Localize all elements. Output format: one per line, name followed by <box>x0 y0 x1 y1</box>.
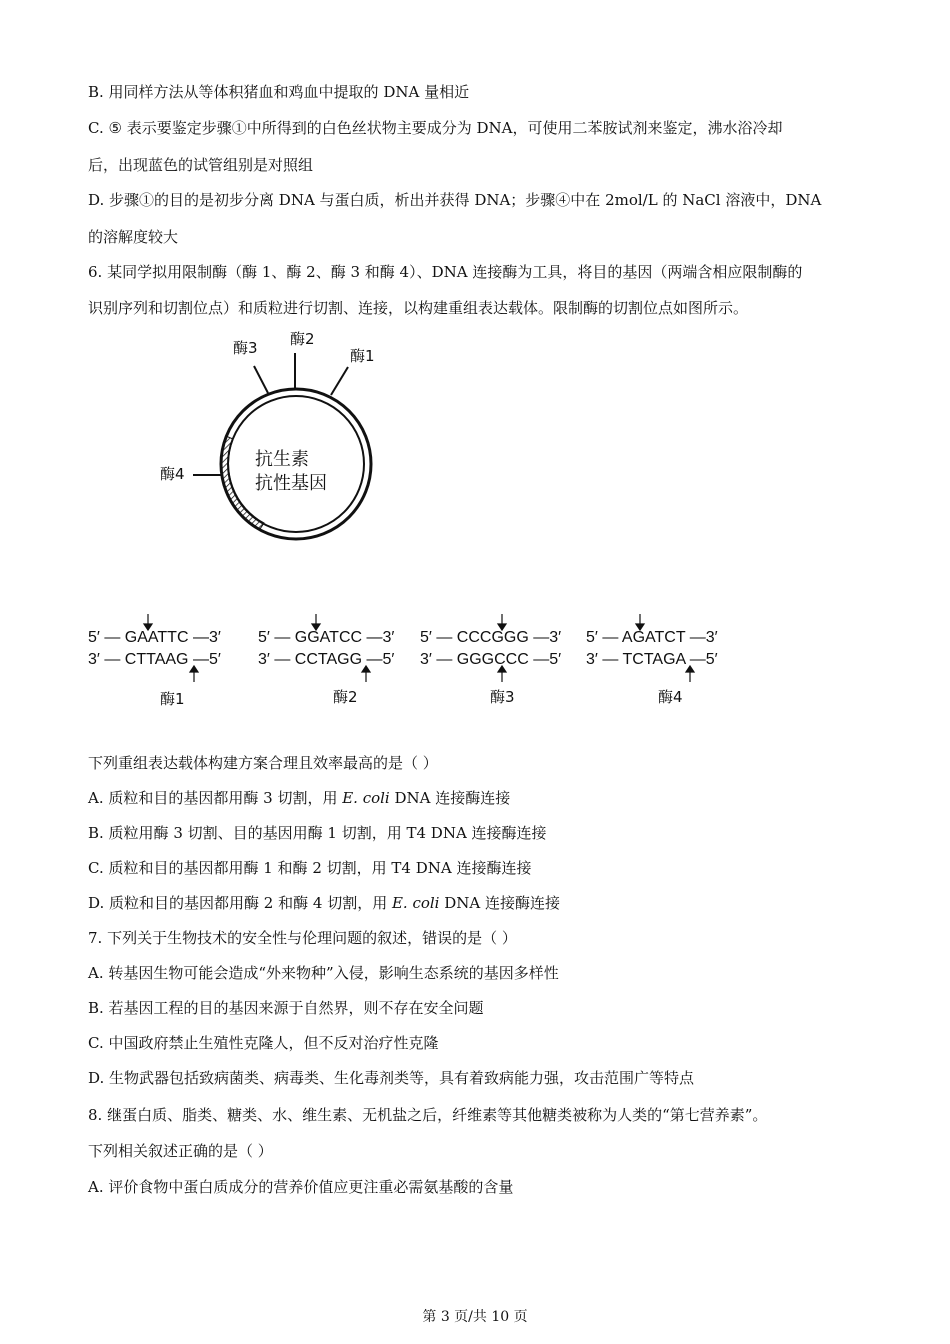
enzyme3-label: 酶3 <box>233 339 258 357</box>
enzyme3-site-line <box>254 366 268 393</box>
question-6-ask: 下列重组表达载体构建方案合理且效率最高的是（ ） <box>88 754 438 772</box>
gene-label-line2: 抗性基因 <box>255 473 327 494</box>
site4-label: 酶4 <box>658 688 683 706</box>
question-8-stem-line1: 8. 继蛋白质、脂类、糖类、水、维生素、无机盐之后，纤维素等其他糖类被称为人类的“第七营养素”。 <box>88 1106 768 1124</box>
option-6d: D. 质粒和目的基因都用酶 2 和酶 4 切割，用 E. coli DNA 连接酶连接 <box>88 894 561 912</box>
plasmid-diagram <box>150 325 410 555</box>
option-6a: A. 质粒和目的基因都用酶 3 切割，用 E. coli DNA 连接酶连接 <box>88 789 511 807</box>
site3-label: 酶3 <box>490 688 515 706</box>
site4-top: 5′ — AGATCT —3′ <box>586 629 718 646</box>
enzyme1-label: 酶1 <box>350 347 375 365</box>
site3-top: 5′ — CCCGGG —3′ <box>420 629 562 646</box>
option-7b: B. 若基因工程的目的基因来源于自然界，则不存在安全问题 <box>88 999 484 1017</box>
site4-bottom: 3′ — TCTAGA —5′ <box>586 651 718 668</box>
question-6-stem-line1: 6. 某同学拟用限制酶（酶 1、酶 2、酶 3 和酶 4）、DNA 连接酶为工具，将目的基因（两端含相应限制酶的 <box>88 263 803 281</box>
enzyme4-unused-line <box>331 367 348 395</box>
option-7d: D. 生物武器包括致病菌类、病毒类、生化毒剂类等，具有着致病能力强，攻击范围广等特点 <box>88 1069 695 1087</box>
enzyme2-label: 酶2 <box>290 330 315 348</box>
option-7c: C. 中国政府禁止生殖性克隆人，但不反对治疗性克隆 <box>88 1034 439 1052</box>
question-6-stem-line2: 识别序列和切割位点）和质粒进行切割、连接，以构建重组表达载体。限制酶的切割位点如图所示。 <box>88 299 749 317</box>
site2-bottom: 3′ — CCTAGG —5′ <box>258 651 395 668</box>
option-6b: B. 质粒用酶 3 切割、目的基因用酶 1 切割，用 T4 DNA 连接酶连接 <box>88 824 547 842</box>
option-5b: B. 用同样方法从等体积猪血和鸡血中提取的 DNA 量相近 <box>88 83 470 101</box>
site1-bottom: 3′ — CTTAAG —5′ <box>88 651 221 668</box>
page-footer: 第 3 页/共 10 页 <box>422 1309 528 1325</box>
site2-top: 5′ — GGATCC —3′ <box>258 629 395 646</box>
enzyme4-label: 酶4 <box>160 465 185 483</box>
option-5c-line1: C. ⑤ 表示要鉴定步骤①中所得到的白色丝状物主要成分为 DNA，可使用二苯胺试剂来鉴定，沸水浴冷却 <box>88 119 783 137</box>
option-7a: A. 转基因生物可能会造成“外来物种”入侵，影响生态系统的基因多样性 <box>88 964 559 982</box>
option-8a: A. 评价食物中蛋白质成分的营养价值应更注重必需氨基酸的含量 <box>88 1178 514 1196</box>
option-5d-line2: 的溶解度较大 <box>88 228 179 246</box>
restriction-sites <box>88 612 768 712</box>
option-6c: C. 质粒和目的基因都用酶 1 和酶 2 切割，用 T4 DNA 连接酶连接 <box>88 859 532 877</box>
question-8-stem-line2: 下列相关叙述正确的是（ ） <box>88 1142 273 1160</box>
question-7-stem: 7. 下列关于生物技术的安全性与伦理问题的叙述，错误的是（ ） <box>88 929 517 947</box>
gene-label-line1: 抗生素 <box>255 449 309 470</box>
site1-label: 酶1 <box>160 690 185 708</box>
site1-top: 5′ — GAATTC —3′ <box>88 629 221 646</box>
option-5c-line2: 后，出现蓝色的试管组别是对照组 <box>88 156 314 174</box>
site3-bottom: 3′ — GGGCCC —5′ <box>420 651 562 668</box>
site2-label: 酶2 <box>333 688 358 706</box>
option-5d-line1: D. 步骤①的目的是初步分离 DNA 与蛋白质，析出并获得 DNA；步骤④中在 2mol/L 的 NaCl 溶液中，DNA <box>88 191 822 209</box>
